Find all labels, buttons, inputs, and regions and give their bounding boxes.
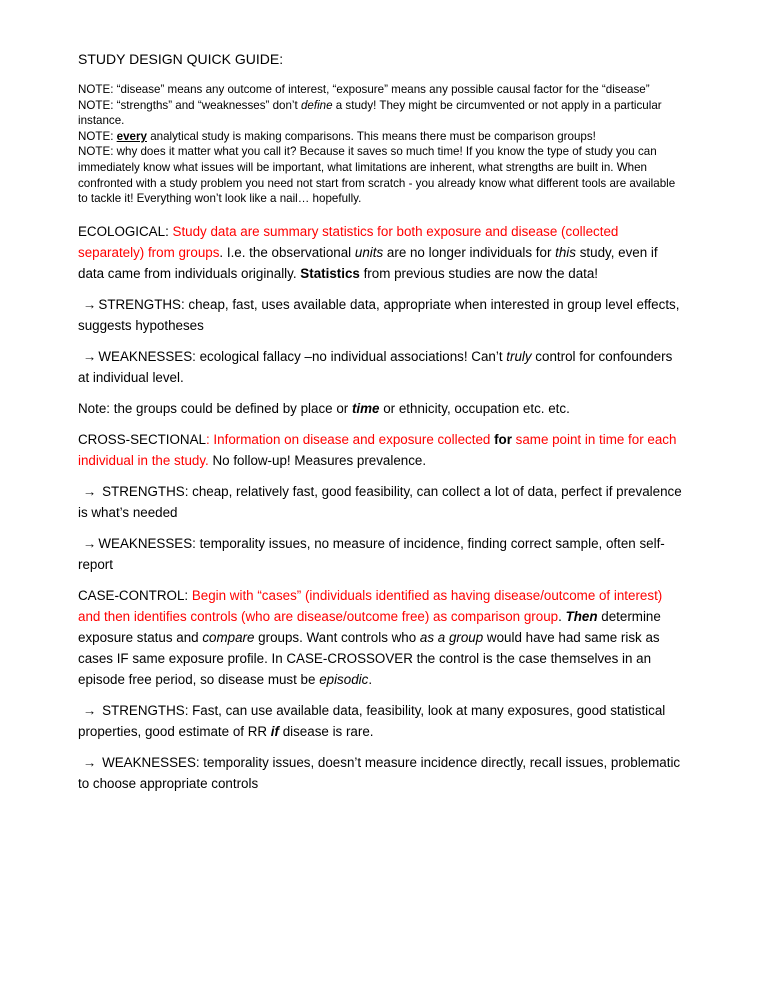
arrow-icon: → (83, 296, 97, 312)
section-ecological: ECOLOGICAL: Study data are summary statistics for both exposure and disease (collected separately) from groups. I.e. the observational units are no longer individuals for this study, even if data came from individuals originally. Statistics from previous studies are now the data! (78, 223, 658, 281)
arrow-icon: → (83, 348, 97, 364)
section-cross-sectional: CROSS-SECTIONAL: Information on disease and exposure collected for same point in time for each individual in the study. No follow-up! Measures prevalence. (78, 431, 677, 468)
emphasis-every: every (116, 129, 147, 143)
arrow-icon: → (83, 483, 97, 499)
case-control-definition: Begin with “cases” (individuals identified as having disease/outcome of interest) and then identifies controls (who are disease/outcome free) as comparison group (78, 587, 663, 624)
arrow-icon: → (83, 702, 97, 718)
note-strengths-weaknesses: NOTE: “strengths” and “weaknesses” don’t define a study! They might be circumvented or not apply in a particular instance. (78, 98, 662, 128)
ecological-weaknesses: → WEAKNESSES: ecological fallacy –no individual associations! Can’t truly control for confounders at individual level. (78, 346, 684, 388)
page-title: STUDY DESIGN QUICK GUIDE: (78, 51, 284, 67)
ecological-note: Note: the groups could be defined by place or time or ethnicity, occupation etc. etc. (78, 400, 570, 416)
ecological-strengths: → STRENGTHS: cheap, fast, uses available data, appropriate when interested in group level effects, suggests hypotheses (78, 294, 684, 336)
ecological-definition: Study data are summary statistics for both exposure and disease (collected separately) from groups (78, 223, 619, 260)
section-label-case-control: CASE-CONTROL: (78, 587, 192, 603)
note-disease-definition: NOTE: “disease” means any outcome of interest, “exposure” means any possible causal factor for the “disease” (78, 83, 650, 96)
cross-sectional-weaknesses: → WEAKNESSES: temporality issues, no measure of incidence, finding correct sample, often self-report (78, 533, 684, 575)
section-case-control: CASE-CONTROL: Begin with “cases” (individuals identified as having disease/outcome of interest) and then identifies controls (who are disease/outcome free) as comparison group. Then determine exposure status and compare groups. Want controls who as a group would have had same risk as cases IF same exposure profile. In CASE-CROSSOVER the control is the case themselves in an episode free period, so disease must be episodic. (78, 587, 663, 687)
section-label-ecological: ECOLOGICAL: (78, 223, 173, 239)
emphasis-define: define (300, 98, 333, 112)
cross-sectional-strengths: → STRENGTHS: cheap, relatively fast, good feasibility, can collect a lot of data, perfect if prevalence is what’s needed (78, 481, 684, 523)
arrow-icon: → (83, 535, 97, 551)
case-control-strengths: → STRENGTHS: Fast, can use available data, feasibility, look at many exposures, good statistical properties, good estimate of RR if disease is rare. (78, 700, 684, 742)
case-control-weaknesses: → WEAKNESSES: temporality issues, doesn’t measure incidence directly, recall issues, problematic to choose appropriate controls (78, 752, 684, 794)
note-comparisons: NOTE: every analytical study is making comparisons. This means there must be comparison groups! (78, 129, 596, 143)
note-why-it-matters: NOTE: why does it matter what you call it? Because it saves so much time! If you know the type of study you can immediately know what issues will be important, what limitations are inherent, what strengths are built in. When confronted with a study problem you need not start from scratch - you already know what different tools are available to tackle it! Everything won’t look like a nail… hopefully. (78, 145, 676, 206)
arrow-icon: → (83, 754, 97, 770)
notes-block (78, 82, 684, 207)
section-label-cross-sectional: CROSS-SECTIONAL (78, 431, 206, 447)
